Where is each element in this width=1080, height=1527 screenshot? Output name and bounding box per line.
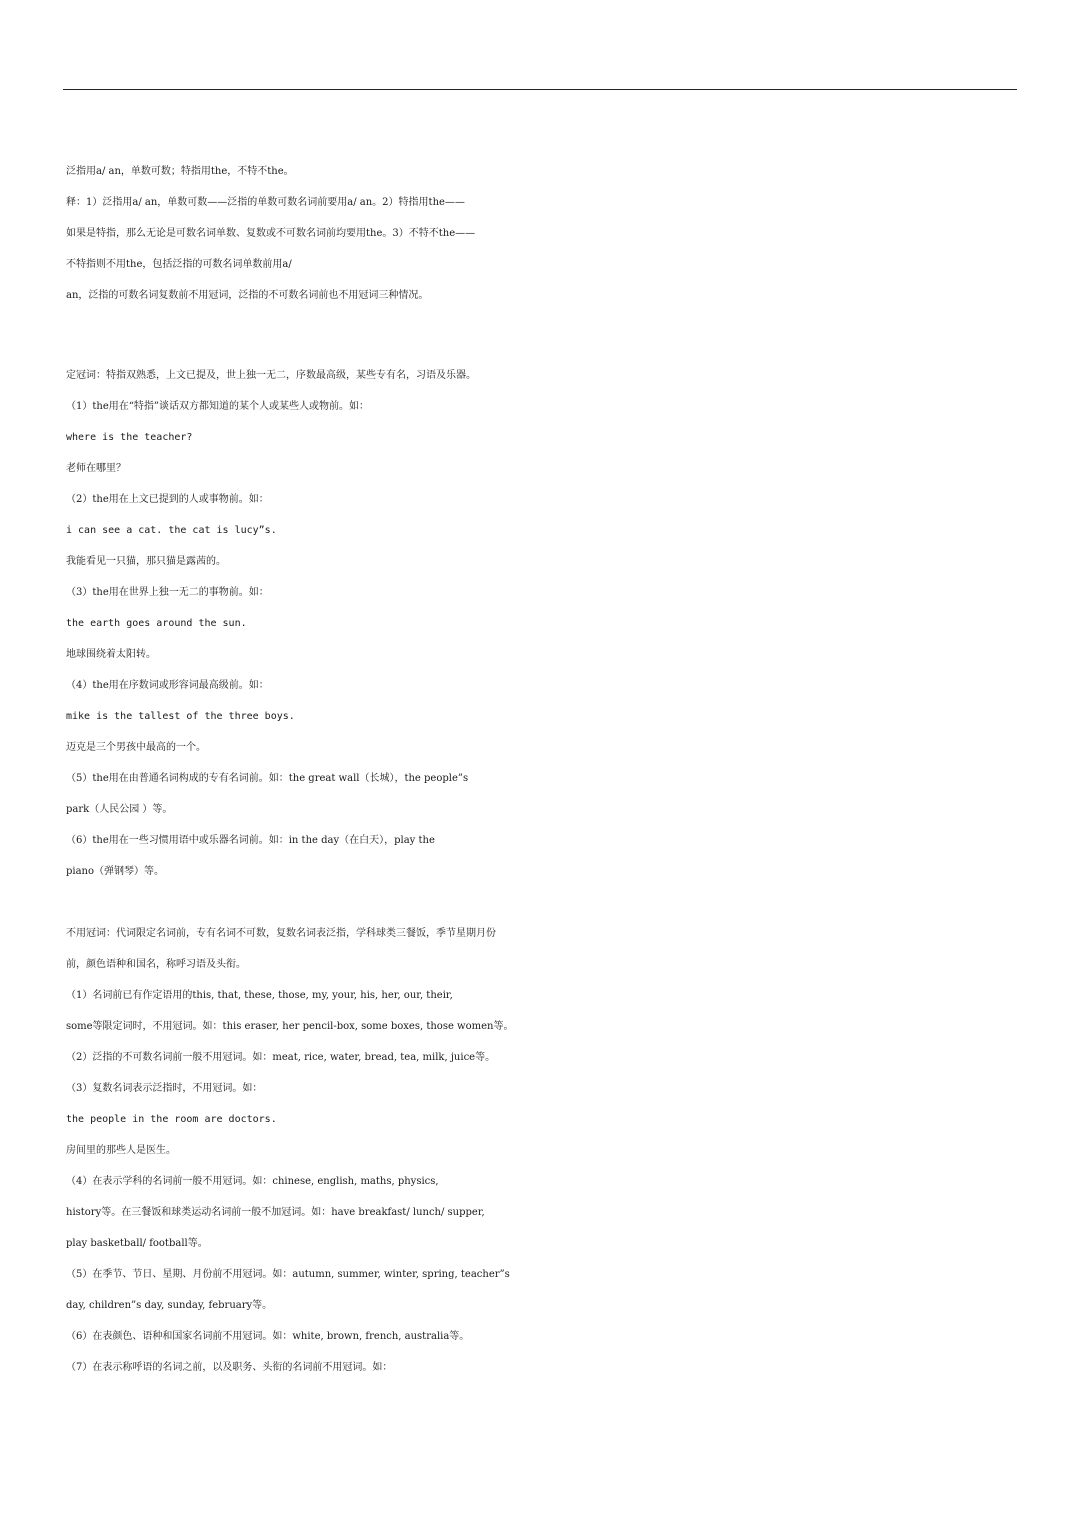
spacer — [66, 311, 1026, 342]
rule-item-continued: play basketball/ football等。 — [66, 1238, 208, 1249]
rule-item: （5）在季节、节日、星期、月份前不用冠词。如：autumn, summer, winter, spring, teacher”s — [66, 1269, 510, 1280]
section-heading: 定冠词：特指双熟悉，上文已提及，世上独一无二，序数最高级，某些专有名，习语及乐器。 — [66, 370, 476, 381]
example-english: the people in the room are doctors. — [66, 1114, 277, 1125]
rule-item-continued: day, children”s day, sunday, february等。 — [66, 1300, 273, 1311]
rule-summary: 泛指用a/ an，单数可数；特指用the，不特不the。 — [66, 166, 294, 177]
example-translation: 房间里的那些人是医生。 — [66, 1145, 176, 1156]
example-translation: 地球围绕着太阳转。 — [66, 649, 156, 660]
rule-item-continued: park（人民公园 ）等。 — [66, 804, 173, 815]
rule-item: （6）在表颜色、语种和国家名词前不用冠词。如：white, brown, french, australia等。 — [66, 1331, 470, 1342]
header-rule — [63, 89, 1017, 90]
explanation-line: 如果是特指，那么无论是可数名词单数、复数或不可数名词前均要用the。3）不特不the—— — [66, 228, 476, 239]
example-english: mike is the tallest of the three boys. — [66, 711, 295, 722]
example-translation: 老师在哪里？ — [66, 463, 126, 474]
spacer — [66, 342, 1026, 360]
explanation-line: 不特指则不用the，包括泛指的可数名词单数前用a/ — [66, 259, 292, 270]
rule-item: （2）泛指的不可数名词前一般不用冠词。如：meat, rice, water, bread, tea, milk, juice等。 — [66, 1052, 496, 1063]
rule-item: （3）复数名词表示泛指时，不用冠词。如： — [66, 1083, 263, 1094]
document-body — [66, 156, 1026, 1383]
rule-item: （7）在表示称呼语的名词之前，以及职务、头衔的名词前不用冠词。如： — [66, 1362, 393, 1373]
rule-item-continued: some等限定词时，不用冠词。如：this eraser, her pencil-box, some boxes, those women等。 — [66, 1021, 514, 1032]
example-translation: 我能看见一只猫，那只猫是露茜的。 — [66, 556, 226, 567]
example-english: the earth goes around the sun. — [66, 618, 247, 629]
rule-item: （1）the用在“特指”谈话双方都知道的某个人或某些人或物前。如： — [66, 401, 369, 412]
rule-item: （4）the用在序数词或形容词最高级前。如： — [66, 680, 269, 691]
section-indefinite-article — [66, 156, 1026, 311]
explanation-line: an，泛指的可数名词复数前不用冠词，泛指的不可数名词前也不用冠词三种情况。 — [66, 290, 429, 301]
rule-item: （1）名词前已有作定语用的this, that, these, those, my, your, his, her, our, their, — [66, 990, 453, 1001]
spacer — [66, 887, 1026, 918]
example-translation: 迈克是三个男孩中最高的一个。 — [66, 742, 206, 753]
example-english: where is the teacher? — [66, 432, 193, 443]
rule-item: （2）the用在上文已提到的人或事物前。如： — [66, 494, 269, 505]
rule-item: （6）the用在一些习惯用语中或乐器名词前。如：in the day（在白天），play the — [66, 835, 435, 846]
section-zero-article — [66, 918, 1026, 1383]
rule-item: （3）the用在世界上独一无二的事物前。如： — [66, 587, 269, 598]
section-definite-article — [66, 360, 1026, 887]
rule-item-continued: history等。在三餐饭和球类运动名词前一般不加冠词。如：have breakfast/ lunch/ supper, — [66, 1207, 485, 1218]
example-english: i can see a cat. the cat is lucy”s. — [66, 525, 277, 536]
rule-item: （5）the用在由普通名词构成的专有名词前。如：the great wall（长城），the people”s — [66, 773, 469, 784]
rule-item-continued: piano（弹钢琴）等。 — [66, 866, 165, 877]
rule-item: （4）在表示学科的名词前一般不用冠词。如：chinese, english, maths, physics, — [66, 1176, 439, 1187]
section-heading-continued: 前，颜色语种和国名，称呼习语及头衔。 — [66, 959, 246, 970]
section-heading: 不用冠词：代词限定名词前，专有名词不可数，复数名词表泛指，学科球类三餐饭，季节星期月份 — [66, 928, 496, 939]
explanation-line: 释：1）泛指用a/ an，单数可数——泛指的单数可数名词前要用a/ an。2）特指用the—— — [66, 197, 465, 208]
